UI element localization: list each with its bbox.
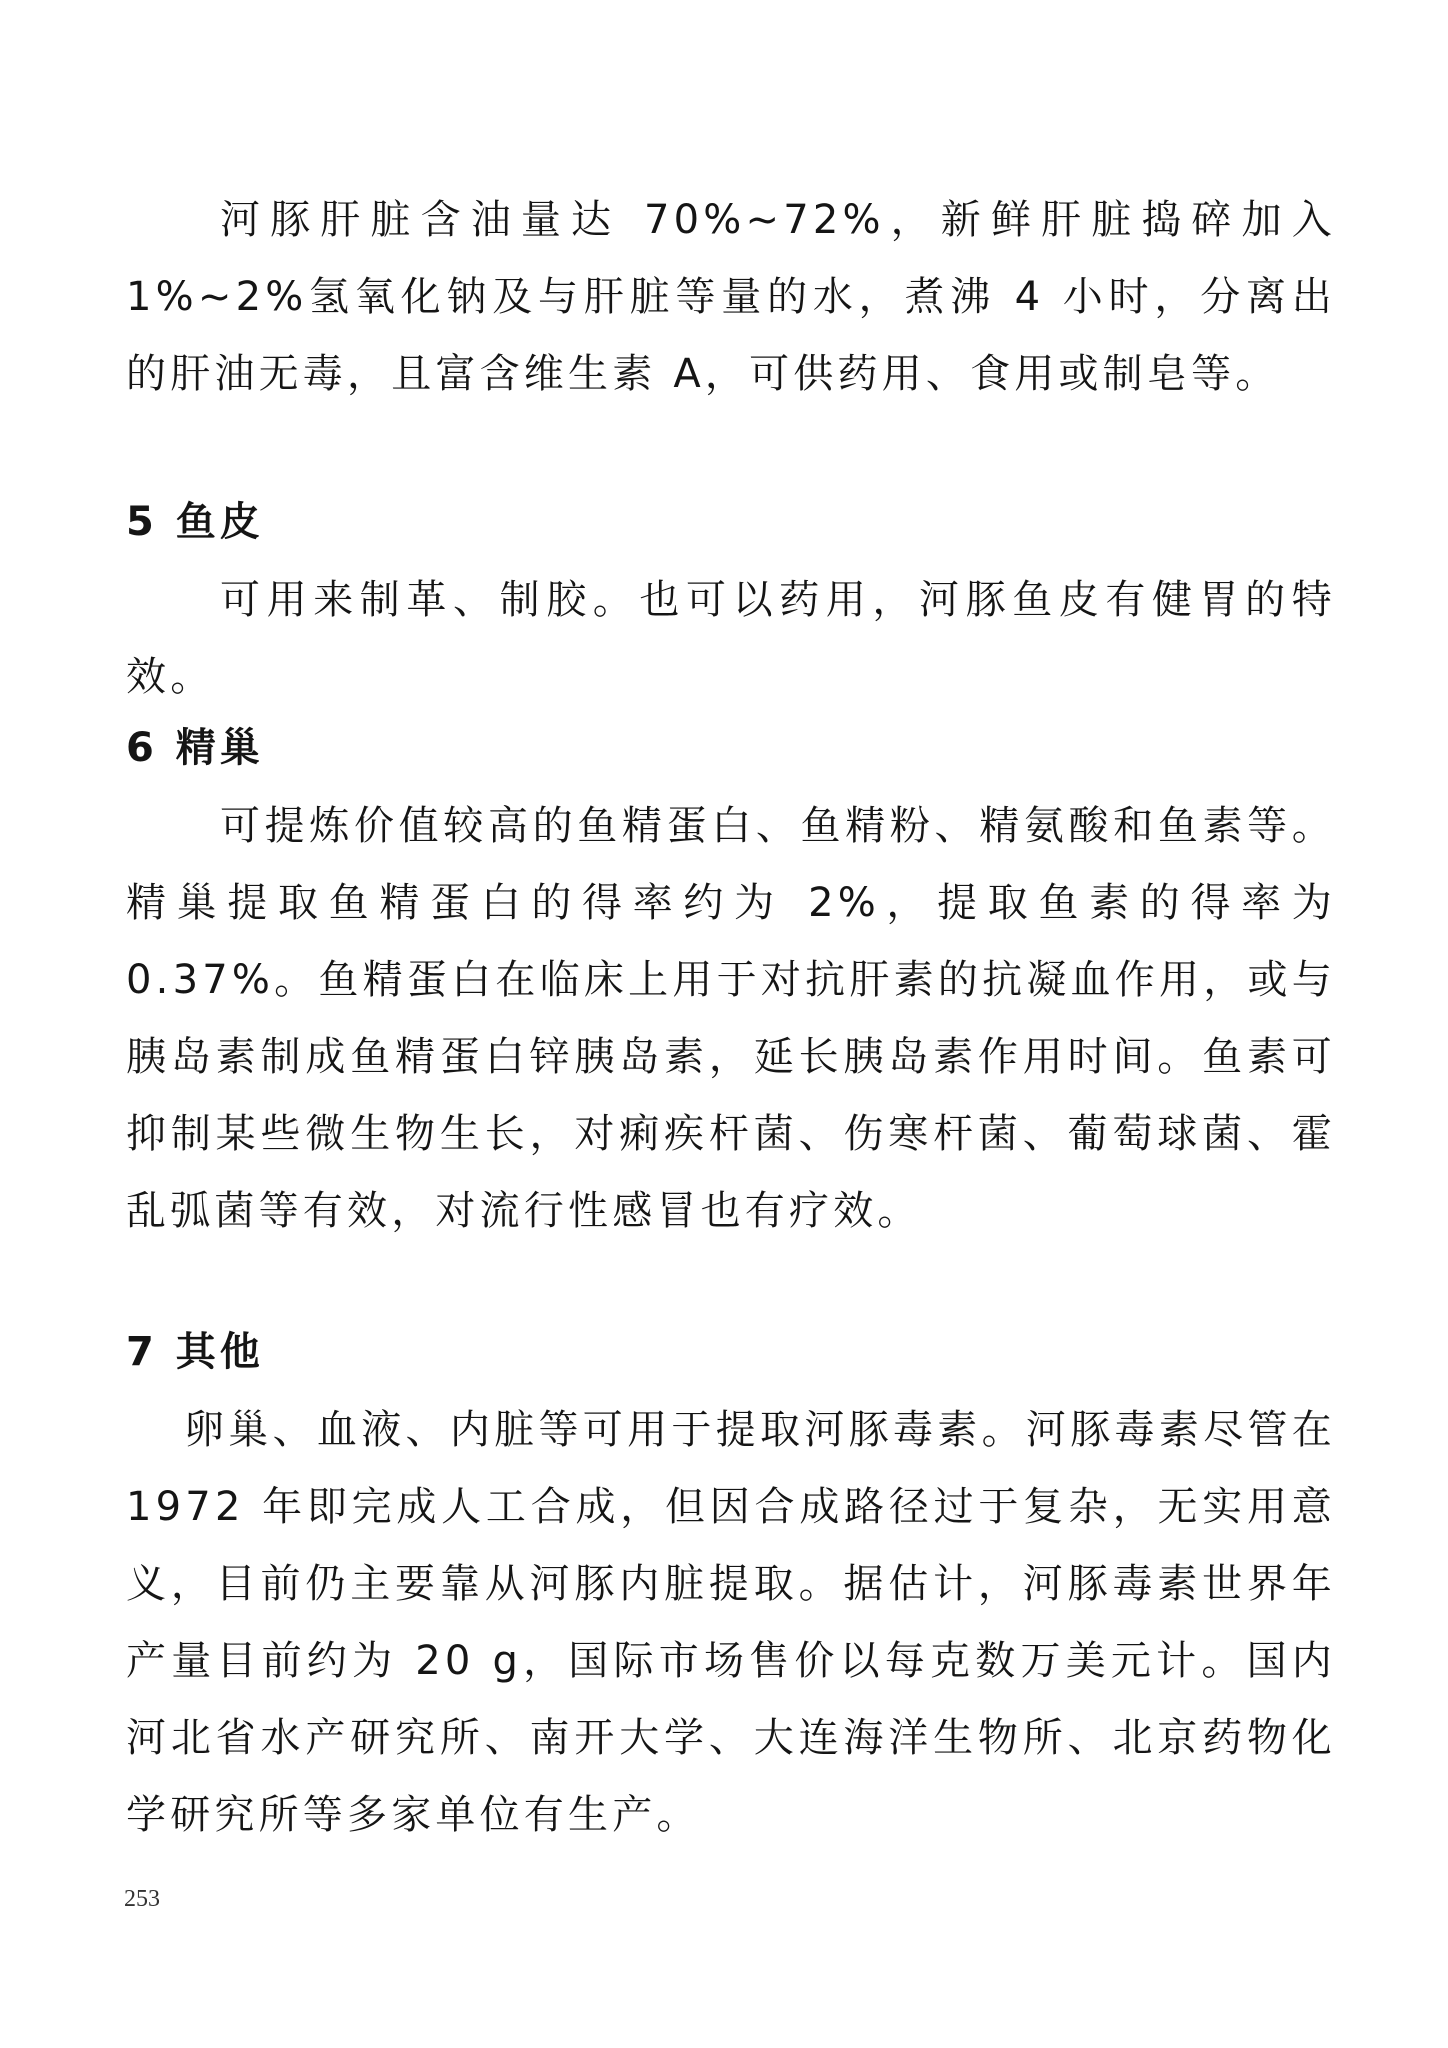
section-body-skin-block: [126, 562, 1336, 716]
intro-paragraph: 河豚肝脏含油量达 70%~72%，新鲜肝脏捣碎加入 1%~2%氢氧化钠及与肝脏等量的水，煮沸 4 小时，分离出的肝油无毒，且富含维生素 A，可供药用、食用或制皂等。: [126, 197, 1336, 397]
section-body-other: 卵巢、血液、内脏等可用于提取河豚毒素。河豚毒素尽管在 1972 年即完成人工合成，但因合成路径过于复杂，无实用意义，目前仍主要靠从河豚内脏提取。据估计，河豚毒素世界年产量目前约为 20 g，国际市场售价以每克数万美元计。国内河北省水产研究所、南开大学、大连海洋生物所、北京药物化学研究所等多家单位有生产。: [126, 1407, 1336, 1838]
section-body-testis-block: [126, 788, 1336, 1250]
page-number: 253: [124, 1886, 160, 1912]
section-heading-testis: 6 精巢: [126, 725, 264, 771]
section-heading-other: 7 其他: [126, 1329, 264, 1375]
section-heading-skin: 5 鱼皮: [126, 499, 264, 545]
intro-paragraph-block: [126, 182, 1336, 413]
section-body-skin: 可用来制革、制胶。也可以药用，河豚鱼皮有健胃的特效。: [126, 577, 1336, 700]
section-body-testis: 可提炼价值较高的鱼精蛋白、鱼精粉、精氨酸和鱼素等。精巢提取鱼精蛋白的得率约为 2%，提取鱼素的得率为 0.37%。鱼精蛋白在临床上用于对抗肝素的抗凝血作用，或与胰岛素制成鱼精蛋白锌胰岛素，延长胰岛素作用时间。鱼素可抑制某些微生物生长，对痢疾杆菌、伤寒杆菌、葡萄球菌、霍乱弧菌等有效，对流行性感冒也有疗效。: [126, 803, 1336, 1234]
section-body-other-block: [126, 1392, 1336, 1854]
